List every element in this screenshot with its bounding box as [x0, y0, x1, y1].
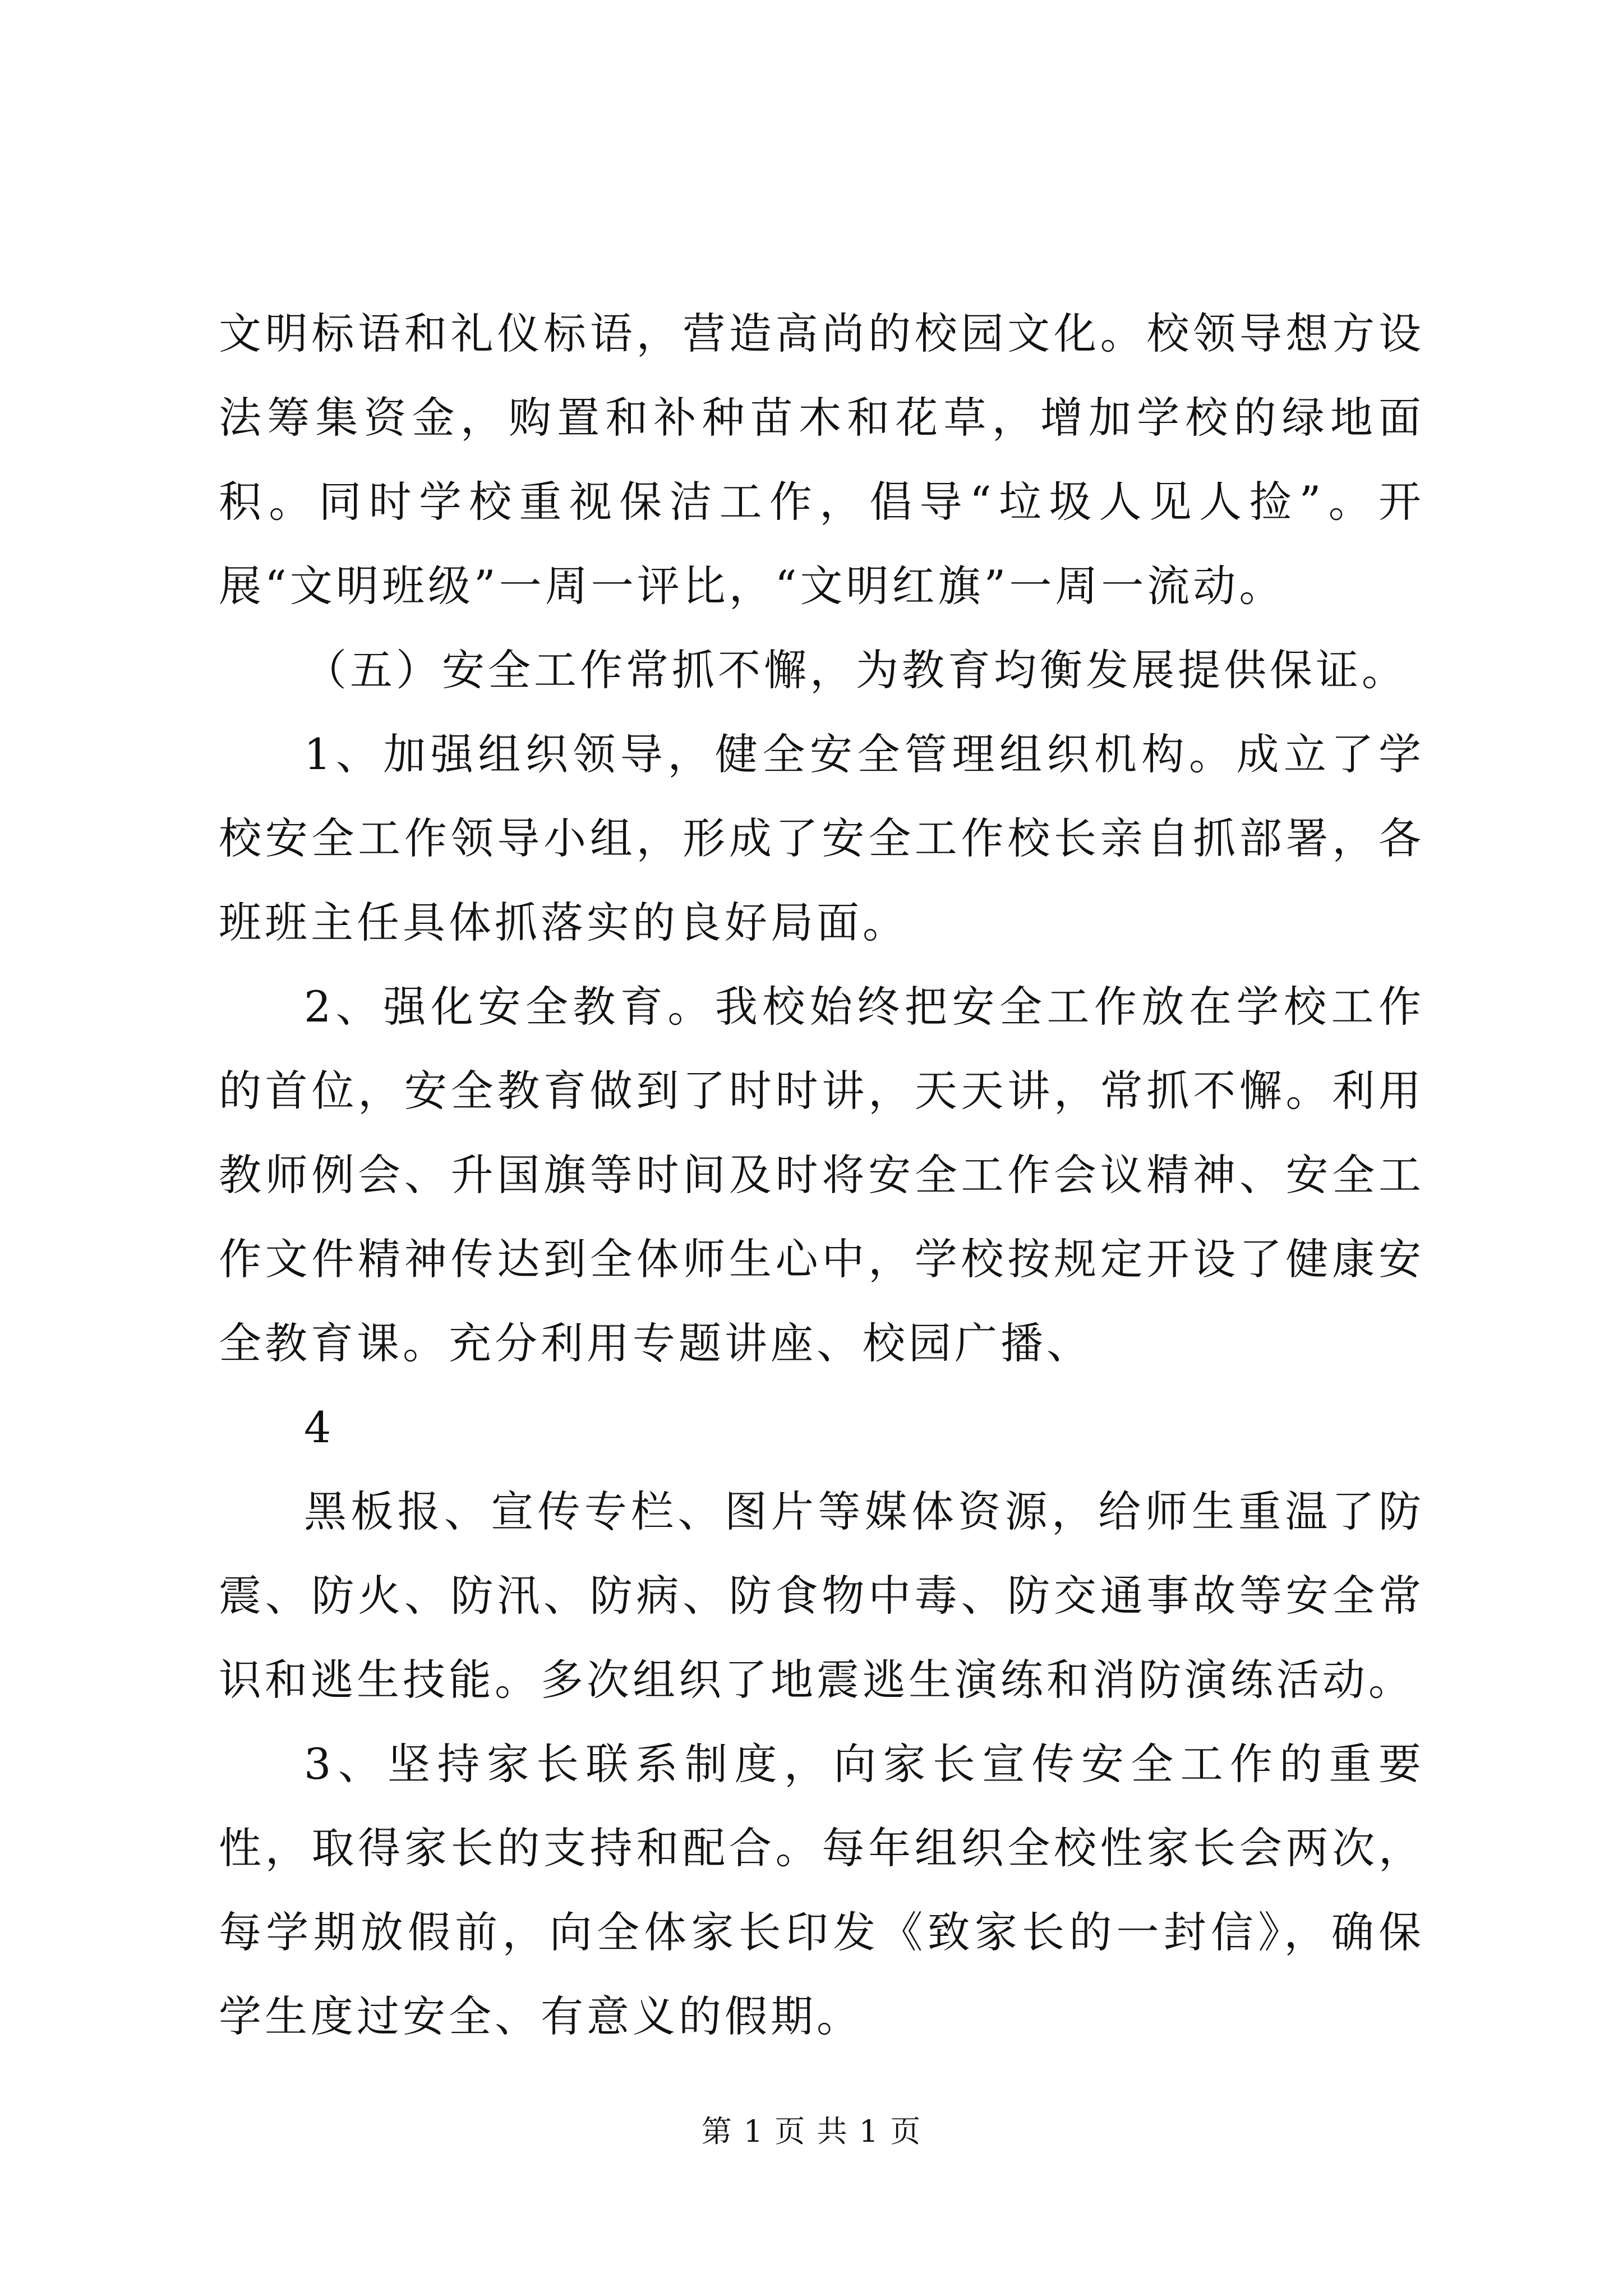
inline-page-number: 4 — [304, 1402, 331, 1452]
paragraph-item-1: 1、加强组织领导，健全安全管理组织机构。成立了学校安全工作领导小组，形成了安全工作校长亲自抓部署，各班班主任具体抓落实的良好局面。 — [219, 729, 1424, 947]
paragraph-item-3: 3、坚持家长联系制度，向家长宣传安全工作的重要性，取得家长的支持和配合。每年组织全校性家长会两次，每学期放假前，向全体家长印发《致家长的一封信》，确保学生度过安全、有意义的假期。 — [219, 1739, 1424, 2041]
page-footer: 第 1 页 共 1 页 — [701, 2114, 922, 2149]
paragraph-campus-culture: 文明标语和礼仪标语，营造高尚的校园文化。校领导想方设法筹集资金，购置和补种苗木和花草，增加学校的绿地面积。同时学校重视保洁工作，倡导“垃圾人见人捡”。开展“文明班级”一周一评比，“文明红旗”一周一流动。 — [219, 309, 1424, 611]
paragraph-item-2: 2、强化安全教育。我校始终把安全工作放在学校工作的首位，安全教育做到了时时讲，天天讲，常抓不懈。利用教师例会、升国旗等时间及时将安全工作会议精神、安全工作文件精神传达到全体师生心中，学校按规定开设了健康安全教育课。充分利用专题讲座、校园广播、 — [219, 982, 1424, 1368]
document-body — [219, 292, 1424, 2059]
paragraph-section-five-heading: （五）安全工作常抓不懈，为教育均衡发展提供保证。 — [304, 645, 1408, 695]
paragraph-item-2-continued: 黑板报、宣传专栏、图片等媒体资源，给师生重温了防震、防火、防汛、防病、防食物中毒、防交通事故等安全常识和逃生技能。多次组织了地震逃生演练和消防演练活动。 — [219, 1487, 1424, 1705]
